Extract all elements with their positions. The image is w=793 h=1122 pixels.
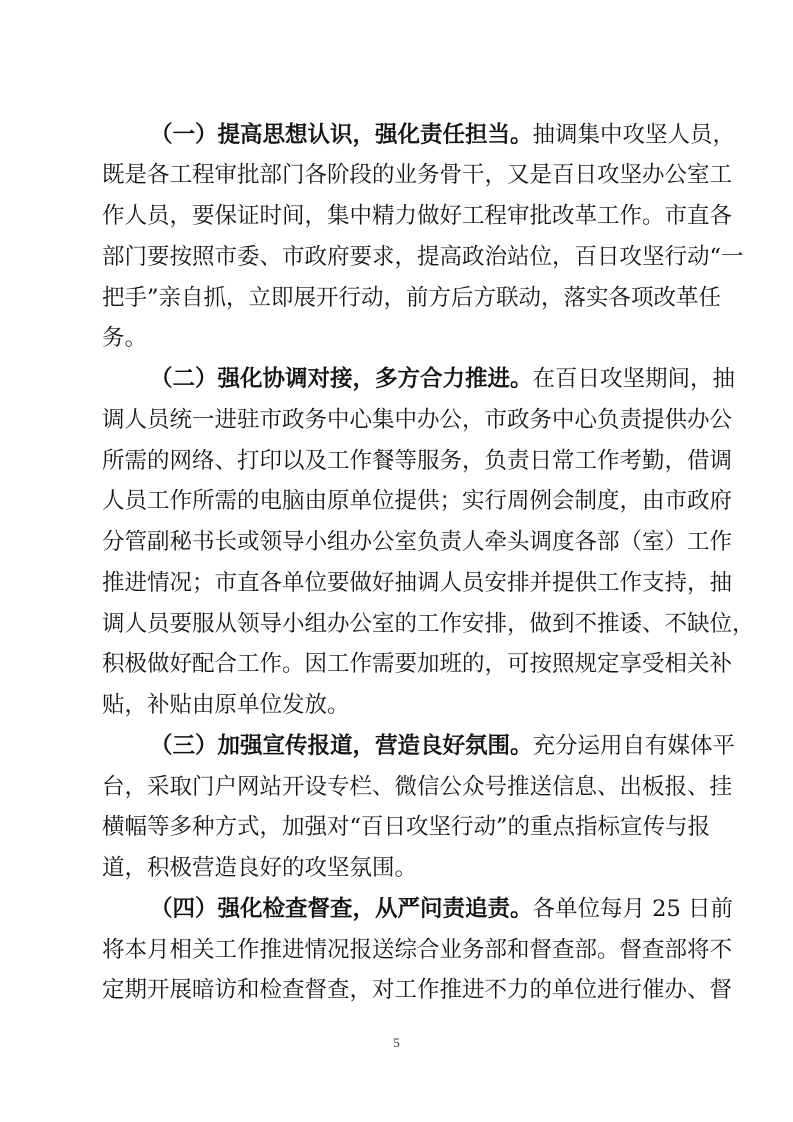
paragraph-2-text: 在百日攻坚期间，抽 bbox=[532, 366, 736, 392]
paragraph-3-text: 充分运用自有媒体平 bbox=[532, 733, 736, 759]
paragraph-1-line-6: 务。 bbox=[102, 325, 148, 351]
paragraph-3-line-2: 台，采取门户网站开设专栏、微信公众号推送信息、出板报、挂 bbox=[102, 774, 733, 800]
paragraph-3-line-3: 横幅等多种方式，加强对“百日攻坚行动”的重点指标宣传与报 bbox=[102, 814, 711, 840]
paragraph-2-line-2: 调人员统一进驻市政务中心集中办公，市政务中心负责提供办公 bbox=[102, 407, 733, 433]
paragraph-1-heading: （一）提高思想认识，强化责任担当。 bbox=[150, 122, 533, 148]
paragraph-2-line-3: 所需的网络、打印以及工作餐等服务，负责日常工作考勤，借调 bbox=[102, 448, 733, 474]
paragraph-1-line-3: 作人员，要保证时间，集中精力做好工程审批改革工作。市直各 bbox=[102, 203, 733, 229]
paragraph-2-line-5: 分管副秘书长或领导小组办公室负责人牵头调度各部（室）工作 bbox=[102, 529, 733, 555]
paragraph-1-first-line bbox=[150, 122, 736, 148]
paragraph-1-line-4: 部门要按照市委、市政府要求，提高政治站位，百日攻坚行动“一 bbox=[102, 244, 744, 270]
paragraph-2-line-7: 调人员要服从领导小组办公室的工作安排，做到不推诿、不缺位， bbox=[102, 611, 755, 637]
paragraph-1-line-2: 既是各工程审批部门各阶段的业务骨干，又是百日攻坚办公室工 bbox=[102, 162, 733, 188]
paragraph-4-line-3: 定期开展暗访和检查督查，对工作推进不力的单位进行催办、督 bbox=[102, 977, 733, 1003]
paragraph-2-heading: （二）强化协调对接，多方合力推进。 bbox=[150, 366, 533, 392]
paragraph-3-line-4: 道，积极营造良好的攻坚氛围。 bbox=[102, 855, 418, 881]
paragraph-4-first-line bbox=[150, 896, 733, 922]
paragraph-1-line-5: 把手”亲自抓，立即展开行动，前方后方联动，落实各项改革任 bbox=[102, 285, 722, 311]
paragraph-2-line-4: 人员工作所需的电脑由原单位提供；实行周例会制度，由市政府 bbox=[102, 488, 733, 514]
paragraph-2-line-6: 推进情况；市直各单位要做好抽调人员安排并提供工作支持，抽 bbox=[102, 570, 733, 596]
paragraph-4-heading: （四）强化检查督查，从严问责追责。 bbox=[150, 896, 533, 922]
paragraph-3-heading: （三）加强宣传报道，营造良好氛围。 bbox=[150, 733, 533, 759]
page-number: 5 bbox=[393, 1035, 400, 1050]
paragraph-3-first-line bbox=[150, 733, 736, 759]
paragraph-2-line-8: 积极做好配合工作。因工作需要加班的，可按照规定享受相关补 bbox=[102, 651, 733, 677]
paragraph-4-text: 各单位每月 25 日前 bbox=[532, 896, 733, 922]
paragraph-4-line-2: 将本月相关工作推进情况报送综合业务部和督查部。督查部将不 bbox=[102, 937, 733, 963]
paragraph-2-line-9: 贴，补贴由原单位发放。 bbox=[102, 692, 350, 718]
paragraph-2-first-line bbox=[150, 366, 736, 392]
paragraph-1-text: 抽调集中攻坚人员， bbox=[532, 122, 736, 148]
